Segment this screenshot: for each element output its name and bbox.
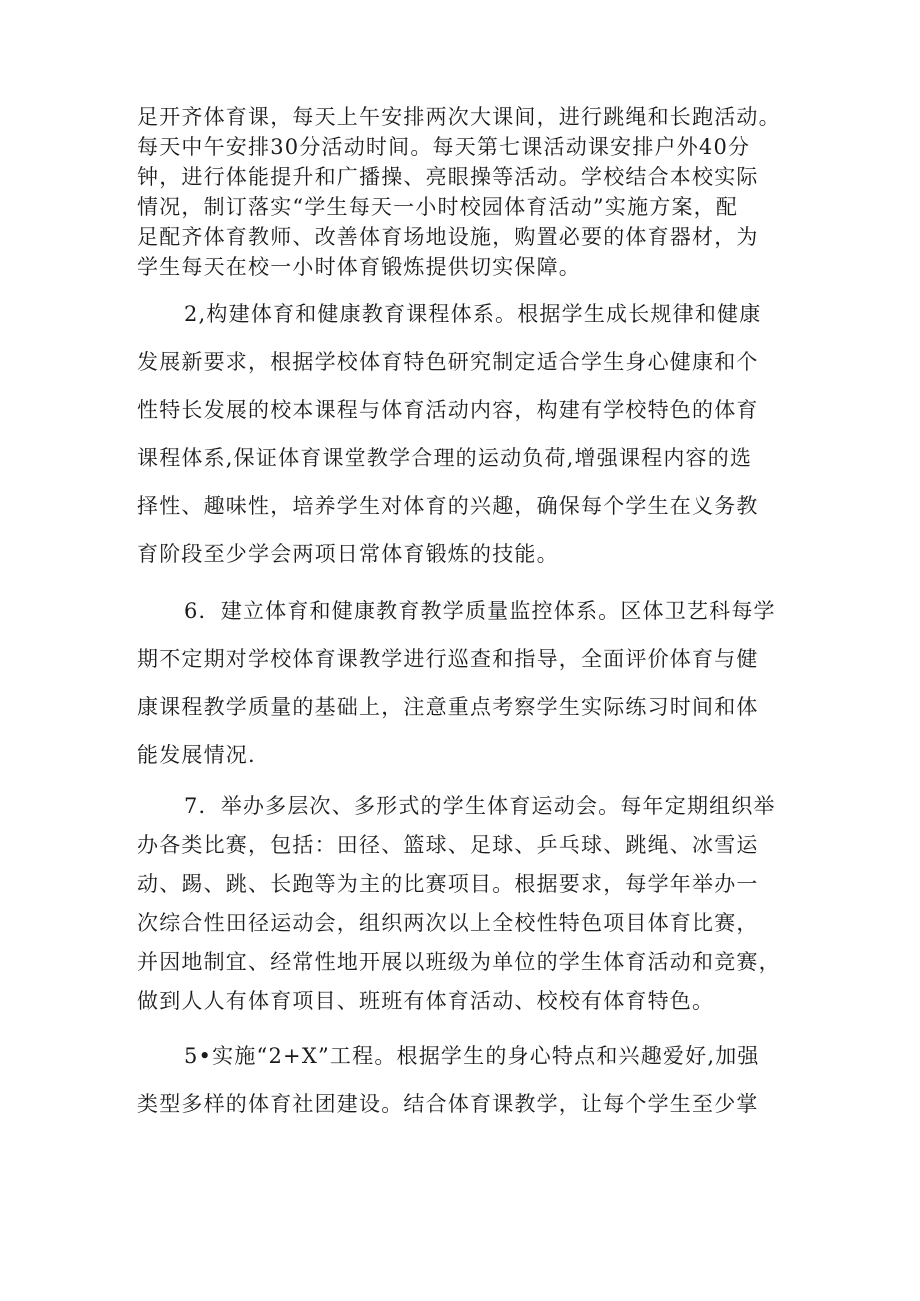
text-line: 学生每天在校一小时体育锻炼提供切实保障。 bbox=[137, 255, 581, 279]
text-line: 并因地制宜、经常性地开展以班级为单位的学生体育活动和竞赛， bbox=[137, 950, 781, 974]
text-line: 做到人人有体育项目、班班有体育活动、校校有体育特色。 bbox=[137, 989, 715, 1013]
text-line: 7．举办多层次、多形式的学生体育运动会。每年定期组织举 bbox=[184, 794, 776, 818]
text-line: 6．建立体育和健康教育教学质量监控体系。区体卫艺科每学 bbox=[184, 599, 776, 623]
text-line: 5•实施“2+X”工程。根据学生的身心特点和兴趣爱好,加强 bbox=[184, 1044, 760, 1068]
text-line: 能发展情况. bbox=[137, 743, 256, 767]
text-line: 育阶段至少学会两项日常体育锻炼的技能。 bbox=[137, 542, 559, 566]
text-line: 期不定期对学校体育课教学进行巡查和指导，全面评价体育与健 bbox=[137, 647, 759, 671]
text-line: 动、踢、跳、长跑等为主的比赛项目。根据要求，每学年举办一 bbox=[137, 872, 759, 896]
text-line: 足开齐体育课，每天上午安排两次大课间，进行跳绳和长跑活动。 bbox=[137, 105, 781, 129]
text-line: 发展新要求，根据学校体育特色研究制定适合学生身心健康和个 bbox=[137, 350, 759, 374]
text-line: 性特长发展的校本课程与体育活动内容，构建有学校特色的体育 bbox=[137, 398, 759, 422]
text-line: 钟，进行体能提升和广播操、亮眼操等活动。学校结合本校实际 bbox=[137, 165, 759, 189]
text-line: 次综合性田径运动会，组织两次以上全校性特色项目体育比赛， bbox=[137, 911, 759, 935]
text-line: 课程体系,保证体育课堂教学合理的运动负荷,增强课程内容的选 bbox=[137, 446, 753, 470]
text-line: 每天中午安排30分活动时间。每天第七课活动课安排户外40分 bbox=[137, 135, 751, 159]
text-line: 情况，制订落实“学生每天一小时校园体育活动”实施方案，配 bbox=[137, 195, 739, 219]
text-line: 康课程教学质量的基础上，注意重点考察学生实际练习时间和体 bbox=[137, 695, 759, 719]
text-line: 办各类比赛，包括：田径、篮球、足球、乒乓球、跳绳、冰雪运 bbox=[137, 833, 759, 857]
text-line: 2,构建体育和健康教育课程体系。根据学生成长规律和健康 bbox=[184, 302, 762, 326]
text-line: 足配齐体育教师、改善体育场地设施，购置必要的体育器材，为 bbox=[137, 225, 759, 249]
text-line: 类型多样的体育社团建设。结合体育课教学，让每个学生至少掌 bbox=[137, 1092, 759, 1116]
text-line: 择性、趣味性，培养学生对体育的兴趣，确保每个学生在义务教 bbox=[137, 494, 759, 518]
